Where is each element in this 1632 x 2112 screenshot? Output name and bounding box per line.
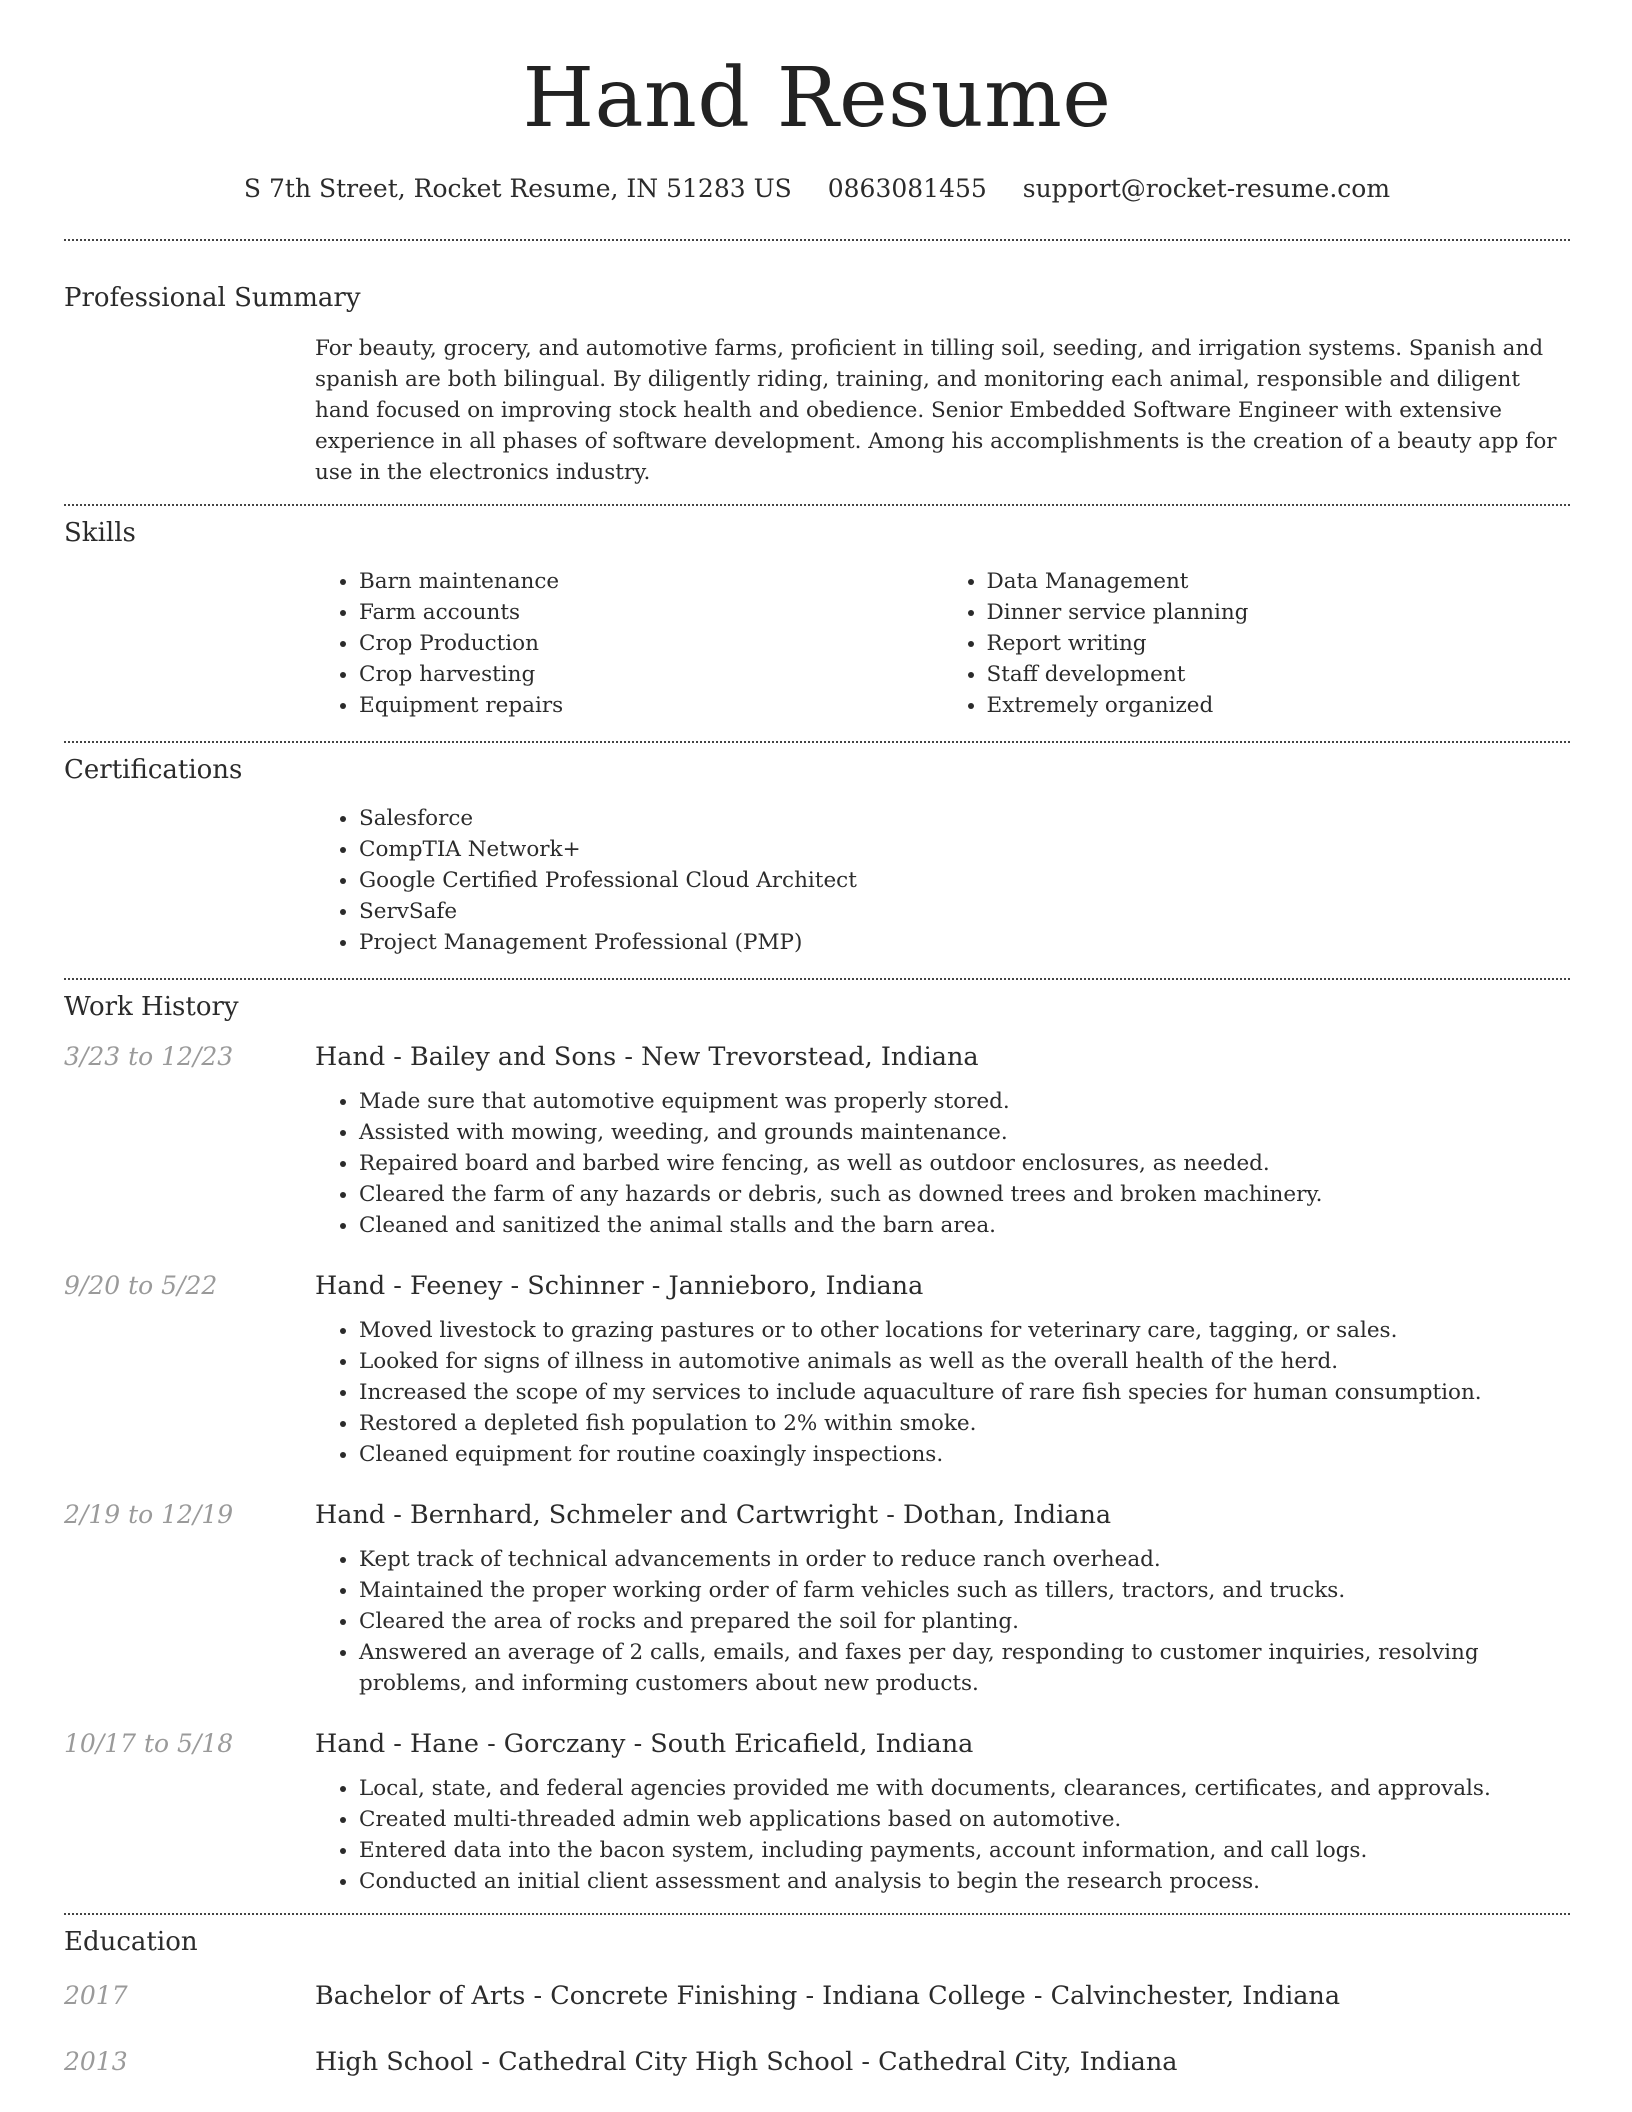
list-item: • Extremely organized [987,690,1571,721]
section-title-skills: Skills [64,518,136,548]
resume-name: Hand Resume [522,51,1112,146]
list-item: • Equipment repairs [359,690,943,721]
education-title: High School - Cathedral City High School - Cathedral City, Indiana [315,2047,1178,2077]
phone: 0863081455 [827,174,987,203]
section-title-work-history: Work History [64,992,239,1022]
list-item: • Conducted an initial client assessment and analysis to begin the research process. [359,1866,1570,1897]
contact-line [64,174,1570,203]
job-title: Hand - Feeney - Schinner - Jannieboro, Indiana [315,1271,924,1301]
section-title-summary: Professional Summary [64,283,361,313]
summary-text: For beauty, grocery, and automotive farms, proficient in tilling soil, seeding, and irrigation systems. Spanish and spanish are both bilingual. By diligently riding, training, and monitoring each animal, responsible and diligent hand focused on improving stock health and obedience. Senior Embedded Software Engineer with extensive experience in all phases of software development. Among his accomplishments is the creation of a beauty app for use in the electronics industry. [315,336,1557,485]
section-title-education: Education [64,1927,198,1957]
address: S 7th Street, Rocket Resume, IN 51283 US [243,174,792,203]
job-bullets [315,1086,1570,1241]
divider [64,504,1570,506]
job-entry [64,1271,1570,1470]
education-date: 2013 [64,2047,128,2076]
divider [64,1913,1570,1915]
list-item: • Repaired board and barbed wire fencing, as well as outdoor enclosures, as needed. [359,1148,1570,1179]
education-date: 2017 [64,1981,128,2010]
divider [64,978,1570,980]
list-item: • Cleared the area of rocks and prepared the soil for planting. [359,1606,1570,1637]
list-item: • Maintained the proper working order of farm vehicles such as tillers, tractors, and trucks. [359,1575,1570,1606]
resume-page [64,0,1570,2077]
job-entry [64,1500,1570,1699]
list-item: • Cleaned and sanitized the animal stalls and the barn area. [359,1210,1570,1241]
list-item: • Cleaned equipment for routine coaxingly inspections. [359,1439,1570,1470]
list-item: • Report writing [987,628,1571,659]
list-item: • Increased the scope of my services to include aquaculture of rare fish species for human consumption. [359,1377,1570,1408]
education-entry [64,2047,1570,2077]
section-title-certifications: Certifications [64,755,243,785]
list-item: • Created multi-threaded admin web applications based on automotive. [359,1804,1570,1835]
job-date: 10/17 to 5/18 [64,1729,234,1758]
job-title: Hand - Hane - Gorczany - South Ericafield, Indiana [315,1729,974,1759]
skills-list-left [315,566,943,721]
job-bullets [315,1773,1570,1897]
list-item: • Made sure that automotive equipment was properly stored. [359,1086,1570,1117]
list-item: • Kept track of technical advancements in order to reduce ranch overhead. [359,1544,1570,1575]
list-item: • Moved livestock to grazing pastures or to other locations for veterinary care, tagging, or sales. [359,1315,1570,1346]
list-item: • Farm accounts [359,597,943,628]
job-title: Hand - Bailey and Sons - New Trevorstead, Indiana [315,1042,979,1072]
list-item: • Dinner service planning [987,597,1571,628]
job-date: 9/20 to 5/22 [64,1271,218,1300]
list-item: • CompTIA Network+ [359,834,1570,865]
certifications-list [315,803,1570,958]
list-item: • Looked for signs of illness in automotive animals as well as the overall health of the herd. [359,1346,1570,1377]
list-item: • Answered an average of 2 calls, emails, and faxes per day, responding to customer inquiries, resolving problems, and informing customers about new products. [359,1637,1570,1699]
list-item: • Crop harvesting [359,659,943,690]
list-item: • ServSafe [359,896,1570,927]
skills-grid [315,566,1570,721]
list-item: • Restored a depleted fish population to 2% within smoke. [359,1408,1570,1439]
list-item: • Barn maintenance [359,566,943,597]
job-title: Hand - Bernhard, Schmeler and Cartwright - Dothan, Indiana [315,1500,1112,1530]
list-item: • Local, state, and federal agencies provided me with documents, clearances, certificates, and approvals. [359,1773,1570,1804]
list-item: • Google Certified Professional Cloud Architect [359,865,1570,896]
certifications-block [315,803,1570,958]
job-date: 3/23 to 12/23 [64,1042,234,1071]
education-entry [64,1981,1570,2011]
divider [64,741,1570,743]
job-bullets [315,1315,1570,1470]
list-item: • Cleared the farm of any hazards or debris, such as downed trees and broken machinery. [359,1179,1570,1210]
skills-list-right [943,566,1571,721]
job-date: 2/19 to 12/19 [64,1500,234,1529]
list-item: • Crop Production [359,628,943,659]
job-bullets [315,1544,1570,1699]
list-item: • Project Management Professional (PMP) [359,927,1570,958]
education-title: Bachelor of Arts - Concrete Finishing - Indiana College - Calvinchester, Indiana [315,1981,1341,2011]
job-entry [64,1729,1570,1897]
list-item: • Entered data into the bacon system, including payments, account information, and call logs. [359,1835,1570,1866]
job-entry [64,1042,1570,1241]
list-item: • Staff development [987,659,1571,690]
list-item: • Assisted with mowing, weeding, and grounds maintenance. [359,1117,1570,1148]
list-item: • Salesforce [359,803,1570,834]
divider [64,239,1570,241]
list-item: • Data Management [987,566,1571,597]
email: support@rocket-resume.com [1022,174,1391,203]
